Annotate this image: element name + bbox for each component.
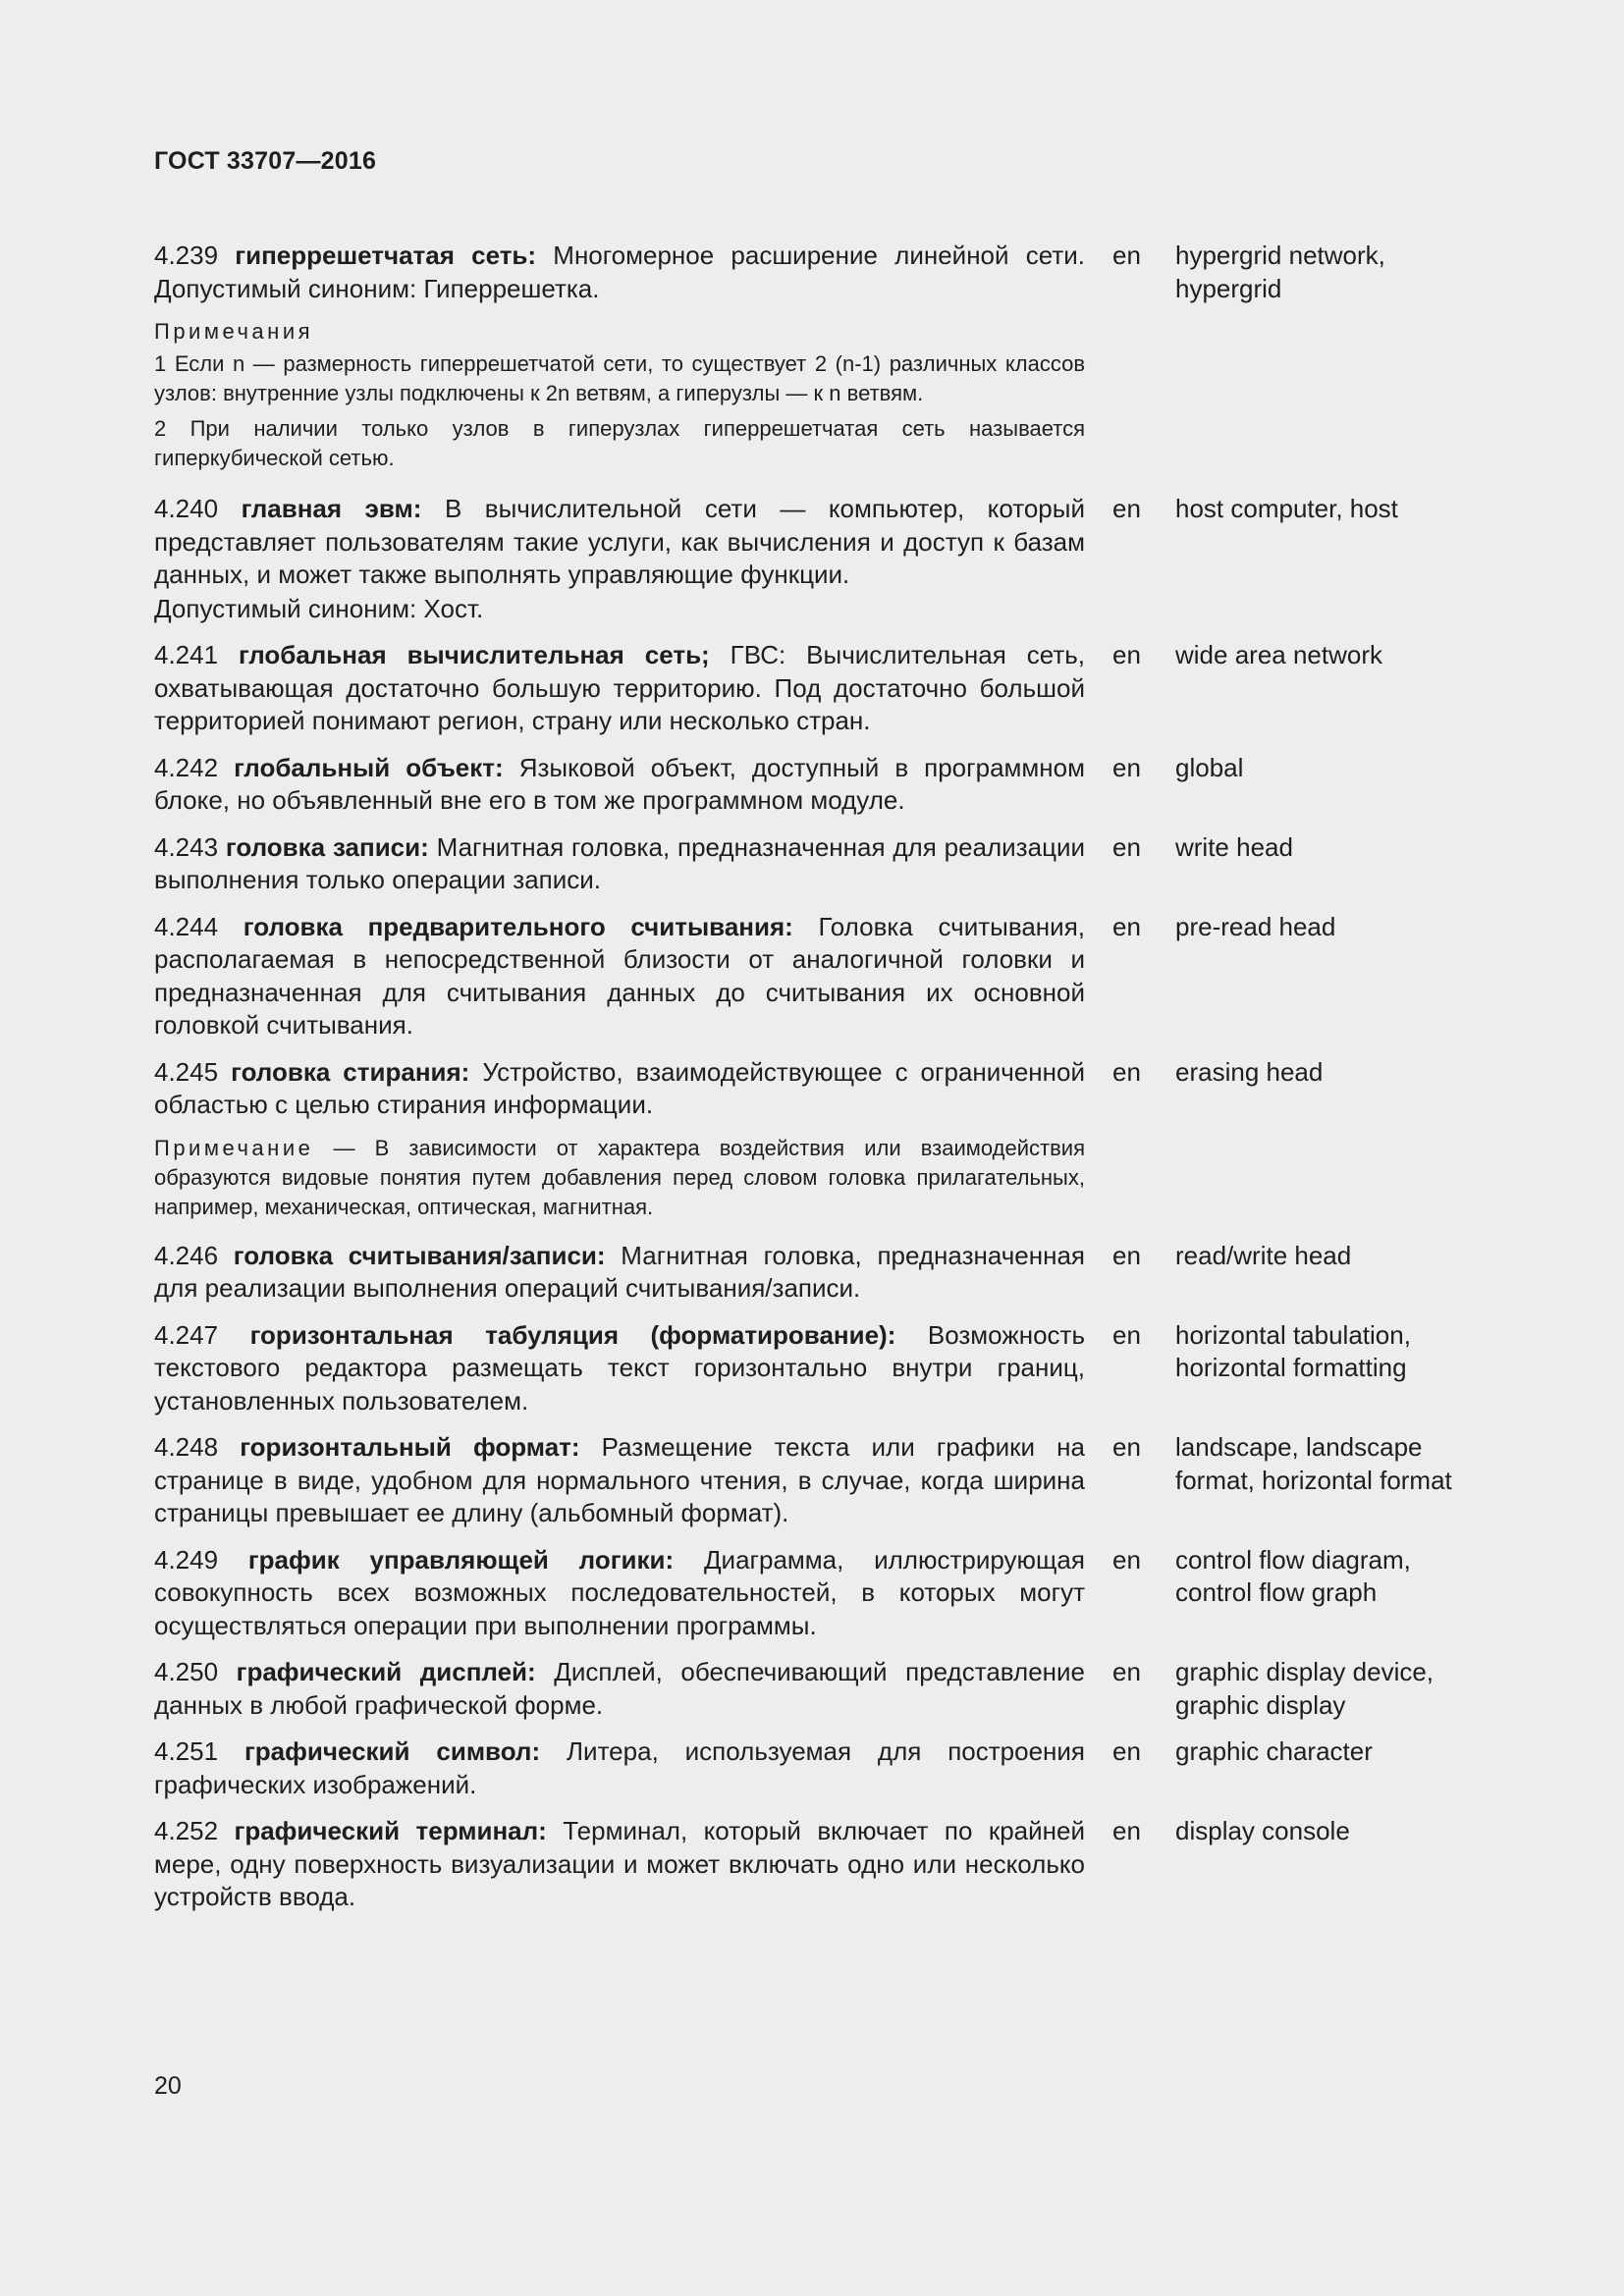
language-code: en	[1112, 911, 1141, 941]
english-equivalent: horizontal tabulation, horizontal formatting	[1175, 1319, 1411, 1382]
notes-title: Примечания	[154, 319, 314, 344]
entry-body	[154, 493, 1085, 625]
term-entry-4-251	[154, 1735, 1470, 1801]
entry-body	[154, 831, 1085, 897]
term-entry-4-243	[154, 831, 1470, 897]
language-code: en	[1112, 1319, 1141, 1350]
term: глобальная вычислительная сеть;	[239, 640, 710, 669]
entry-number: 4.243	[154, 831, 219, 862]
entry-number: 4.245	[154, 1056, 219, 1087]
document-header: ГОСТ 33707—2016	[154, 147, 377, 175]
term-entry-4-252	[154, 1815, 1470, 1914]
language-code: en	[1112, 1544, 1141, 1575]
definition-text: Магнитная головка, предназначенная для реализации выполнения только операции записи.	[154, 831, 1086, 894]
term-entry-4-241	[154, 639, 1470, 738]
definition-text: Возможность текстового редактора размещать текст горизонтально внутри границ, установленных пользователем.	[154, 1319, 1085, 1415]
term-entry-4-247	[154, 1319, 1470, 1418]
definition	[154, 1431, 1085, 1530]
entry-body	[154, 639, 1085, 738]
entry-body	[154, 1735, 1085, 1801]
language-code: en	[1112, 1657, 1141, 1686]
note-label: Примечание	[154, 1135, 314, 1160]
definition	[154, 1735, 1085, 1801]
note-text: — В зависимости от характера воздействия или взаимодействия образуются видовые понятия путем добавления перед словом головка прилагательных, например, механическая, оптическая, магнитная.	[154, 1135, 1085, 1219]
definition	[154, 1544, 1085, 1643]
definition	[154, 493, 1085, 592]
english-equivalent: control flow diagram, control flow graph	[1175, 1544, 1411, 1607]
entry-body	[154, 1056, 1085, 1226]
entry-number: 4.241	[154, 640, 219, 669]
definition-text: Магнитная головка, предназначенная для реализации выполнения операций считывания/записи.	[154, 1240, 1085, 1303]
term-entry-4-245	[154, 1056, 1470, 1226]
term-entry-4-244	[154, 911, 1470, 1042]
definition	[154, 911, 1085, 1042]
english-equivalent: pre-read head	[1175, 911, 1336, 941]
english-equivalent: display console	[1175, 1816, 1350, 1845]
definition-text: Многомерное расширение линейной сети. Допустимый синоним: Гиперрешетка.	[154, 240, 1085, 303]
language-code: en	[1112, 1432, 1141, 1462]
language-code: en	[1112, 640, 1141, 669]
term: головка предварительного считывания:	[243, 911, 793, 941]
term: горизонтальная табуляция (форматирование):	[249, 1319, 896, 1350]
definition-text: Головка считывания, располагаемая в непосредственной близости от аналогичной головки и предназначенная для считывания данных до считывания их основной головкой считывания.	[154, 911, 1085, 1040]
definition-text: Дисплей, обеспечивающий представление данных в любой графической форме.	[154, 1657, 1085, 1720]
entry-number: 4.248	[154, 1432, 219, 1462]
definition	[154, 1240, 1085, 1306]
definition-text: Устройство, взаимодействующее с ограниченной областью с целью стирания информации.	[154, 1056, 1086, 1119]
synonym: Допустимый синоним: Хост.	[154, 593, 484, 623]
term: головка стирания:	[231, 1056, 470, 1087]
entry-number: 4.247	[154, 1319, 219, 1350]
english-equivalent: write head	[1175, 831, 1293, 862]
term: глобальный объект:	[234, 752, 504, 782]
note	[154, 1134, 1085, 1222]
entry-body	[154, 752, 1085, 818]
entry-body	[154, 1815, 1085, 1914]
entry-number: 4.249	[154, 1544, 219, 1575]
definition	[154, 1056, 1085, 1122]
english-equivalent: erasing head	[1175, 1056, 1324, 1087]
term: графический дисплей:	[236, 1657, 536, 1686]
definition-text: Диаграмма, иллюстрирующая совокупность всех возможных последовательностей, в которых могут осуществляться операции при выполнении программы.	[154, 1544, 1085, 1640]
term-entry-4-239	[154, 240, 1470, 479]
entry-number: 4.246	[154, 1240, 219, 1270]
language-code: en	[1112, 831, 1141, 862]
term: головка записи:	[225, 831, 429, 862]
english-equivalent: host computer, host	[1175, 494, 1398, 523]
entry-number: 4.240	[154, 494, 219, 523]
entry-body	[154, 911, 1085, 1042]
language-code: en	[1112, 240, 1141, 270]
entry-number: 4.252	[154, 1816, 219, 1845]
definition	[154, 639, 1085, 738]
english-equivalent: read/write head	[1175, 1240, 1352, 1270]
entry-body	[154, 1431, 1085, 1530]
language-code: en	[1112, 752, 1141, 782]
language-code: en	[1112, 1816, 1141, 1845]
entry-number: 4.242	[154, 752, 219, 782]
term: головка считывания/записи:	[233, 1240, 606, 1270]
term-entry-4-250	[154, 1656, 1470, 1722]
term-entry-4-240	[154, 493, 1470, 625]
english-equivalent: global	[1175, 752, 1244, 782]
term-entry-4-246	[154, 1240, 1470, 1306]
entry-body	[154, 240, 1085, 479]
entry-body	[154, 1240, 1085, 1306]
language-code: en	[1112, 494, 1141, 523]
entry-number: 4.251	[154, 1736, 219, 1766]
english-equivalent: wide area network	[1175, 640, 1382, 669]
entry-body	[154, 1656, 1085, 1722]
entry-number: 4.239	[154, 240, 219, 270]
entry-number: 4.250	[154, 1657, 219, 1686]
language-code: en	[1112, 1056, 1141, 1087]
term-entry-4-249	[154, 1544, 1470, 1643]
entry-body	[154, 1319, 1085, 1418]
definition	[154, 1656, 1085, 1722]
term: гиперрешетчатая сеть:	[235, 240, 537, 270]
page-number: 20	[154, 2072, 182, 2100]
definition-text: ГВС: Вычислительная сеть, охватывающая достаточно большую территорию. Под достаточно большой территорией понимают регион, страну или несколько стран.	[154, 640, 1086, 735]
english-equivalent: landscape, landscape format, horizontal format	[1175, 1432, 1452, 1495]
definition	[154, 752, 1085, 818]
term: графический символ:	[244, 1736, 541, 1766]
note-2: 2 При наличии только узлов в гиперузлах гиперрешетчатая сеть называется гиперкубической сетью.	[154, 416, 1085, 470]
term: график управляющей логики:	[247, 1544, 675, 1575]
entry-number: 4.244	[154, 911, 219, 941]
language-code: en	[1112, 1736, 1141, 1766]
definition-text: Терминал, который включает по крайней мере, одну поверхность визуализации и может включать одно или несколько устройств ввода.	[154, 1816, 1085, 1911]
definition-text: В вычислительной сети — компьютер, который представляет пользователям такие услуги, как вычисления и доступ к базам данных, и может также выполнять управляющие функции.	[154, 494, 1085, 589]
term: главная эвм:	[241, 494, 422, 523]
term-entries	[154, 240, 1470, 1928]
english-equivalent: hypergrid network, hypergrid	[1175, 240, 1385, 303]
term: графический терминал:	[234, 1816, 547, 1845]
term: горизонтальный формат:	[240, 1432, 580, 1462]
term-entry-4-242	[154, 752, 1470, 818]
definition	[154, 1319, 1085, 1418]
definition-text: Литера, используемая для построения графических изображений.	[154, 1736, 1086, 1799]
definition	[154, 831, 1085, 897]
entry-body	[154, 1544, 1085, 1643]
language-code: en	[1112, 1240, 1141, 1270]
term-entry-4-248	[154, 1431, 1470, 1530]
definition-text: Языковой объект, доступный в программном блоке, но объявленный вне его в том же программном модуле.	[154, 752, 1085, 815]
english-equivalent: graphic display device, graphic display	[1175, 1657, 1435, 1720]
note-1: 1 Если n — размерность гиперрешетчатой сети, то существует 2 (n-1) различных классов узлов: внутренние узлы подключены к 2n ветвям, а гиперузлы — к n ветвям.	[154, 351, 1085, 405]
english-equivalent: graphic character	[1175, 1736, 1373, 1766]
definition	[154, 240, 1085, 305]
definition-text: Размещение текста или графики на странице в виде, удобном для нормального чтения, в случае, когда ширина страницы превышает ее длину (альбомный формат).	[154, 1432, 1085, 1527]
definition	[154, 1815, 1085, 1914]
